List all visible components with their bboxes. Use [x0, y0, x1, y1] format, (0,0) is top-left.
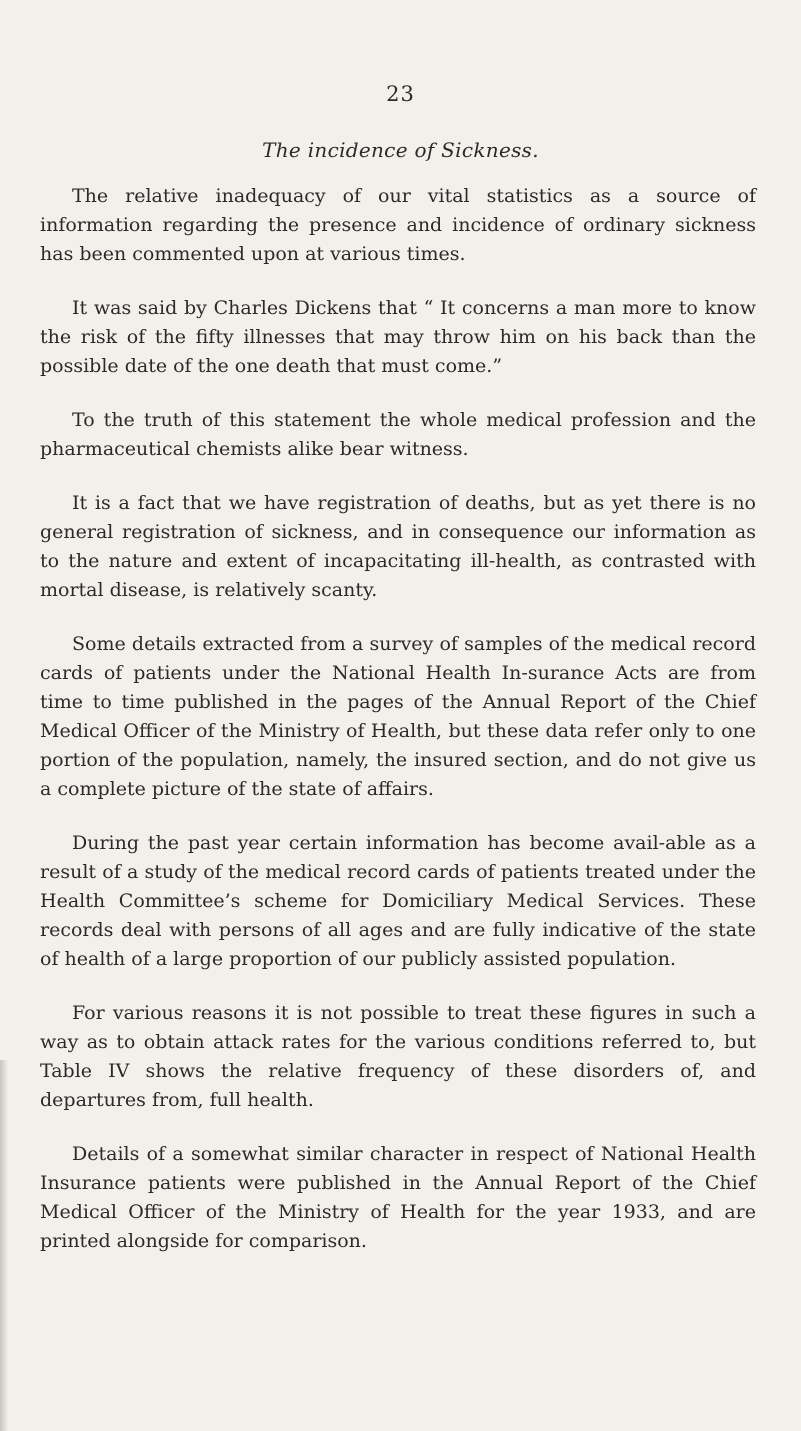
paragraph-2: It was said by Charles Dickens that “ It concerns a man more to know the risk of the fifty illnesses that may throw him on his back than the possible date of the one death that must come.” [40, 297, 756, 377]
paragraph-4: It is a fact that we have registration of deaths, but as yet there is no general registration of sickness, and in consequence our information as to the nature and extent of incapacitating ill-health, as contrasted with mortal disease, is relatively scanty. [40, 492, 756, 601]
page-edge-shadow [0, 1060, 8, 1431]
paragraph-6: During the past year certain information has become avail-able as a result of a study of the medical record cards of patients treated under the Health Committee’s scheme for Domiciliary Medical Services. These records deal with persons of all ages and are fully indicative of the state of health of a large proportion of our publicly assisted population. [40, 832, 756, 970]
paragraph-3: To the truth of this statement the whole medical profession and the pharmaceutical chemists alike bear witness. [40, 409, 756, 460]
paragraph-8: Details of a somewhat similar character in respect of National Health Insurance patients were published in the Annual Report of the Chief Medical Officer of the Ministry of Health for the year 1933, and are printed alongside for comparison. [40, 1143, 756, 1252]
paragraph-5: Some details extracted from a survey of samples of the medical record cards of patients under the National Health In-surance Acts are from time to time published in the pages of the Annual Report of the Chief Medical Officer of the Ministry of Health, but these data refer only to one portion of the population, namely, the insured section, and do not give us a complete picture of the state of affairs. [40, 633, 756, 800]
page-number: 23 [386, 82, 415, 106]
paragraph-7: For various reasons it is not possible to treat these figures in such a way as to obtain attack rates for the various conditions referred to, but Table IV shows the relative frequency of these disorders of, and departures from, full health. [40, 1002, 756, 1111]
section-heading: The incidence of Sickness. [262, 138, 539, 162]
paragraph-1: The relative inadequacy of our vital statistics as a source of information regarding the presence and incidence of ordinary sickness has been commented upon at various times. [40, 185, 756, 265]
body-text [40, 182, 756, 1281]
